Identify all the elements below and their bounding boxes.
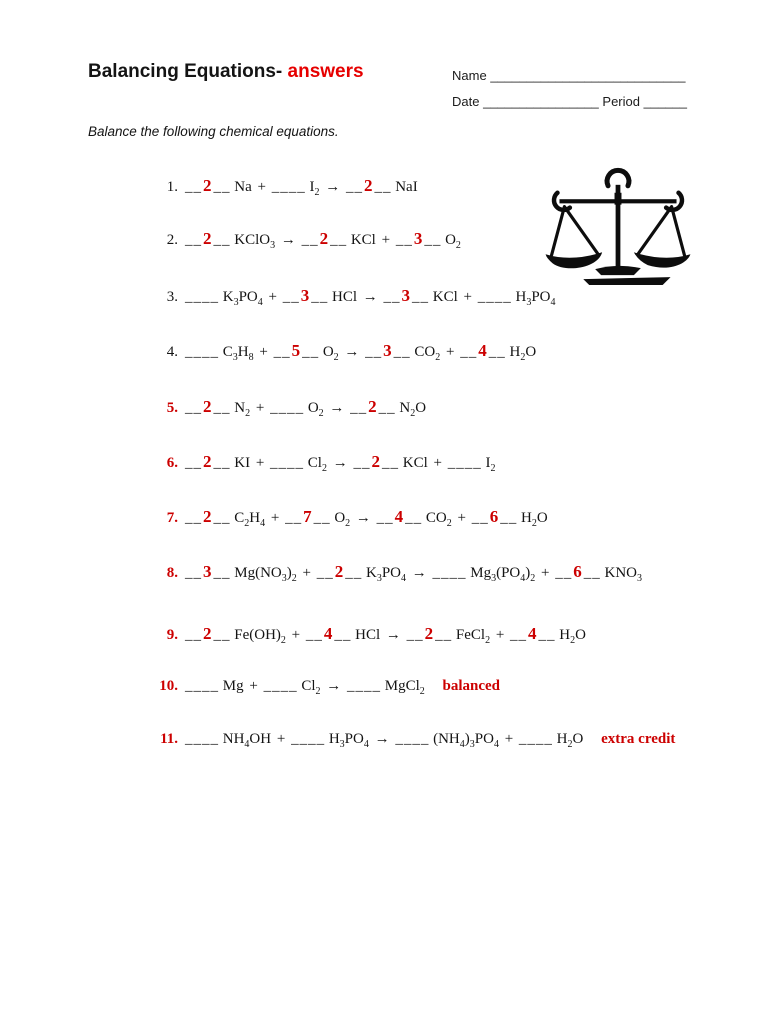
name-label: Name [452,68,487,83]
equation-text [185,176,418,198]
equation-text [185,286,556,308]
equation-text [185,624,586,646]
chemical-formula: KCl [350,232,376,248]
answer-blank: __5__ [273,341,320,360]
answer-value: 3 [300,286,311,305]
arrow-sign: → [374,731,390,747]
name-blank-line: ___________________________ [490,68,686,83]
answer-blank: __4__ [376,507,423,526]
answer-blank: ____ [291,731,326,747]
answer-blank: __3__ [365,341,411,360]
chemical-formula: $H_2O$ [559,627,586,646]
plus-sign: + [276,731,286,747]
equation-row [142,341,536,361]
equation-number: 8. [166,565,178,581]
chemical-formula: NaI [395,179,418,195]
answer-value: 2 [334,562,345,581]
plus-sign: + [446,344,455,360]
chemical-formula: $Cl_2$ [307,455,327,474]
arrow-sign: → [344,344,360,360]
equation-number: 1. [166,179,178,195]
answer-value: 2 [203,507,213,526]
answer-value: 2 [368,397,378,416]
arrow-sign: → [362,289,378,305]
answer-value: 3 [401,286,412,305]
equation-text [185,678,501,697]
answer-value: 2 [203,229,213,248]
balance-scale-image [540,163,696,287]
answer-blank: ____ [263,678,298,694]
name-line [452,63,687,89]
plus-sign: + [433,455,442,471]
chemical-formula: $Mg_3(PO_4)_2$ [470,565,536,584]
answer-blank: __6__ [471,507,518,526]
arrow-sign: → [411,565,427,581]
answer-blank: __2__ [301,229,348,248]
equation-number: 11. [160,731,178,747]
chemical-formula: $K_3PO_4$ [365,565,406,584]
answer-blank: __2__ [185,452,231,471]
page-title-black: Balancing Equations- [88,61,283,82]
equation-row [142,624,586,644]
equation-number: 3. [166,289,178,305]
answer-blank: __2__ [185,176,231,195]
answer-blank: __4__ [510,624,556,643]
chemical-formula: $K_3PO_4$ [222,289,263,308]
arrow-sign: → [385,627,401,643]
plus-sign: + [495,627,505,643]
name-date-block [452,63,687,115]
equation-row [142,731,675,748]
arrow-sign: → [280,232,296,248]
equation-row [142,229,461,249]
plus-sign: + [257,179,266,195]
arrow-sign: → [326,678,342,694]
chemical-formula: $N_2O$ [399,400,427,419]
chemical-formula: $CO_2$ [425,510,452,529]
answer-value: 2 [203,397,213,416]
answer-value: 5 [291,341,302,360]
answer-value: 4 [478,341,488,360]
answer-blank: ____ [271,179,306,195]
answer-blank: __2__ [185,397,231,416]
answer-blank: ____ [518,731,553,747]
plus-sign: + [381,232,391,248]
equation-text [185,341,537,363]
period-blank-line: ______ [643,94,687,109]
answer-blank: __3__ [282,286,329,305]
chemical-formula: $H_2O$ [556,731,584,750]
chemical-formula: KCl [432,289,458,305]
equation-row [142,286,556,306]
plus-sign: + [270,510,280,526]
answer-blank: __4__ [305,624,352,643]
chemical-formula: $H_2O$ [509,344,537,363]
answer-blank: ____ [447,455,482,471]
page-title-answers: answers [287,61,364,82]
answer-blank: __6__ [555,562,601,581]
chemical-formula: $O_2$ [322,344,339,363]
chemical-formula: $O_2$ [307,400,324,419]
answer-value: 3 [203,562,213,581]
plus-sign: + [302,565,311,581]
chemical-formula: $C_2H_4$ [234,510,266,529]
chemical-formula: $I_2$ [485,455,496,474]
equation-number: 4. [166,344,178,360]
chemical-formula: $Mg(NO_3)_2$ [234,565,297,584]
answer-blank: __3__ [383,286,430,305]
answer-value: 2 [203,176,213,195]
answer-value: 6 [573,562,583,581]
answer-blank: __2__ [185,229,231,248]
chemical-formula: $Cl_2$ [301,678,321,697]
chemical-formula: FeCl$_2$ [455,627,491,646]
plus-sign: + [463,289,472,305]
chemical-formula: HCl [332,289,358,305]
plus-sign: + [249,678,258,694]
chemical-formula: $I_2$ [309,179,320,198]
answer-blank: __2__ [345,176,392,195]
plus-sign: + [268,289,277,305]
answer-blank: ____ [185,344,219,360]
chemical-formula: $Fe(OH)_2$ [234,627,286,646]
chemical-formula: $CO_2$ [414,344,441,363]
answer-blank: ____ [185,678,219,694]
equation-number: 9. [166,627,178,643]
equation-row [142,507,548,527]
equation-row [142,562,642,582]
chemical-formula: $N_2$ [234,400,251,419]
chemical-formula: Na [234,179,252,195]
date-period-line [452,89,687,115]
answer-value: 4 [528,624,538,643]
annotation-note: extra credit [601,731,676,747]
date-blank-line: ________________ [483,94,599,109]
arrow-sign: → [325,179,341,195]
answer-blank: __2__ [185,624,231,643]
equation-number: 2. [166,232,178,248]
annotation-note: balanced [442,678,501,694]
equation-text [185,397,427,419]
answer-blank: __2__ [350,397,396,416]
plus-sign: + [255,455,265,471]
chemical-formula: $(NH_4)_3PO_4$ [433,731,499,750]
arrow-sign: → [332,455,348,471]
answer-blank: __2__ [185,507,231,526]
answer-value: 3 [413,229,424,248]
equation-number: 6. [166,455,178,471]
chemical-formula: $O_2$ [334,510,351,529]
equation-text [185,507,548,529]
chemical-formula: KCl [402,455,428,471]
answer-blank: ____ [185,289,219,305]
chemical-formula: $O_2$ [445,232,461,251]
arrow-sign: → [329,400,345,416]
date-label: Date [452,94,480,109]
answer-blank: __3__ [185,562,231,581]
equation-row [142,397,426,417]
equation-number: 7. [166,510,178,526]
equation-number: 5. [166,400,178,416]
answer-value: 3 [383,341,393,360]
answer-blank: ____ [185,731,219,747]
answer-blank: ____ [477,289,512,305]
answer-blank: ____ [432,565,467,581]
plus-sign: + [504,731,514,747]
answer-blank: __4__ [460,341,506,360]
answer-blank: ____ [347,678,381,694]
chemical-formula: KClO$_3$ [234,232,276,251]
answer-blank: __7__ [285,507,331,526]
chemical-formula: $H_2O$ [520,510,548,529]
page-title [88,61,364,83]
arrow-sign: → [355,510,371,526]
answer-value: 2 [203,624,213,643]
answer-blank: __2__ [406,624,453,643]
chemical-formula: HCl [355,627,381,643]
answer-value: 2 [203,452,213,471]
instruction-text: Balance the following chemical equations. [88,124,339,139]
plus-sign: + [291,627,301,643]
period-label: Period [602,94,640,109]
answer-value: 7 [303,507,313,526]
chemical-formula: $C_3H_8$ [222,344,254,363]
equation-text [185,229,461,251]
answer-blank: __2__ [316,562,363,581]
answer-value: 4 [394,507,405,526]
chemical-formula: $H_3PO_4$ [328,731,369,750]
answer-value: 2 [363,176,374,195]
equation-text [185,452,496,474]
answer-value: 2 [424,624,435,643]
chemical-formula: $NH_4OH$ [222,731,272,750]
equation-number: 10. [159,678,178,694]
plus-sign: + [259,344,268,360]
answer-blank: ____ [270,455,305,471]
equation-text [185,731,676,750]
plus-sign: + [541,565,550,581]
chemical-formula: $H_3PO_4$ [515,289,556,308]
answer-blank: ____ [395,731,430,747]
answer-value: 4 [323,624,334,643]
answer-blank: ____ [270,400,305,416]
plus-sign: + [457,510,466,526]
chemical-formula: $KNO_3$ [604,565,642,584]
answer-blank: __3__ [395,229,442,248]
answer-value: 2 [319,229,330,248]
chemical-formula: MgCl$_2$ [384,678,425,697]
equation-row [142,176,418,196]
equation-row [142,452,495,472]
chemical-formula: KI [234,455,251,471]
equation-row [142,678,500,695]
answer-value: 2 [371,452,381,471]
answer-blank: __2__ [353,452,399,471]
chemical-formula: Mg [222,678,244,694]
equation-text [185,562,642,584]
plus-sign: + [255,400,265,416]
answer-value: 6 [489,507,500,526]
